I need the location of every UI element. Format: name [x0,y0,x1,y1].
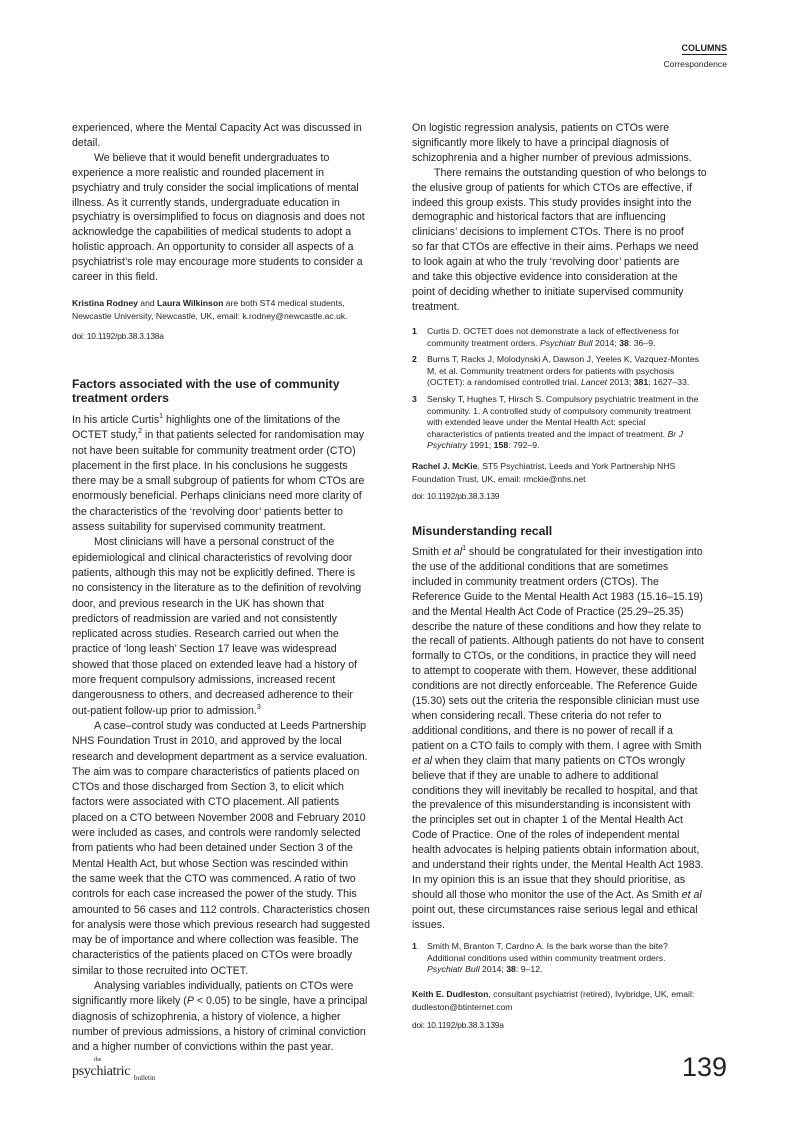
line-text: and take this objective evidence into consideration at the [412,271,678,284]
line-text: Sensky T, Hughes T, Hirsch S. Compulsory psychiatric treatment in the [427,393,699,404]
text-line [72,673,402,688]
line-segment: Rachel J. McKie [412,461,478,471]
text-line [72,765,402,780]
line-text: dudleston@btinternet.com [412,1002,513,1012]
line-segment: Psychiatry [427,440,468,451]
text-line [72,658,402,673]
text-line [72,225,402,240]
line-segment: 2014; [479,964,507,975]
text-line [427,326,732,338]
text-line [72,918,402,933]
text-line [72,210,402,225]
text-line [427,953,732,965]
letter3-body [412,545,732,933]
line-segment: Smith [412,546,443,558]
text-line [72,474,402,489]
line-text: health advocates is helping patients obtain information about, [412,844,700,857]
text-line [72,377,402,391]
text-line [412,240,732,255]
text-line [412,828,732,843]
line-segment: community treatment orders. [427,337,540,348]
line-text: additional conditions, and there is no power of recall if a [412,724,673,737]
page-number: 139 [681,1052,727,1082]
text-line [72,121,402,136]
text-line [412,255,732,270]
letter3-doi[interactable]: doi: 10.1192/pb.38.3.139a [412,1020,504,1030]
line-text: assess suitability for supervised community treatment. [72,521,326,534]
line-segment: characteristics of patients treated and the impact of treatment. [427,428,668,439]
text-line [412,151,732,166]
letter1-doi[interactable]: doi: 10.1192/pb.38.3.138a [72,331,164,341]
text-line [72,270,402,285]
line-text: NHS Foundation Trust in 2010, and approved by the local [72,735,342,748]
text-line [72,704,402,719]
letter2-references [412,326,732,457]
line-text: Reference Guide to the Mental Health Act 1983 (15.16–15.19) [412,590,703,603]
text-line [412,664,732,679]
reference-item [412,394,732,452]
text-line [427,394,732,406]
line-segment: 38 [506,964,516,975]
line-text: not have been suitable for community treatment order (CTO) [72,444,356,457]
text-line [72,151,402,166]
text-line [72,566,402,581]
line-text: enormously beneficial. Perhaps clinicians need more clarity of [72,490,362,503]
line-segment: should all those who monitor the use of the Act. As Smith [412,888,682,901]
line-text: psychiatrist’s role may encourage more students to consider a [72,256,363,269]
text-line [427,377,732,389]
line-text: patients, although this may not be explicitly defined. There is [72,566,356,579]
line-text: factors were associated with CTO placement. All patients [72,796,340,809]
text-line [72,297,402,310]
line-segment: 2013; [607,377,634,388]
text-line [72,166,402,181]
text-line [72,948,402,963]
line-segment: and [137,298,158,308]
line-text: psychiatry is oversimplified to focus on diagnosis and does not [72,211,365,224]
line-segment: highlights one of the limitations of the [163,414,341,426]
line-segment: are both ST4 medical students, [223,298,345,308]
subsection-label: Correspondence [663,59,727,69]
line-segment: : 9–12. [515,964,543,975]
journal-logo: the psychiatric bulletin [72,1057,156,1082]
text-line [412,225,732,240]
text-line [427,354,732,366]
text-line [72,240,402,255]
text-line [412,545,732,560]
text-line [72,688,402,703]
line-text: to attempt to cooperate with them. However, these additional [412,665,697,678]
line-text: conditions are not directly enforceable. The Reference Guide [412,680,698,693]
citation-superscript[interactable]: 3 [256,703,261,711]
line-text: and a higher number of convictions within the past year. [72,1041,334,1054]
line-segment: P [186,995,194,1008]
text-line [72,841,402,856]
line-segment: out-patient follow-up prior to admission. [72,704,257,717]
reference-item [412,354,732,389]
line-text: formally to CTOs, or the conditions, in practice they will need [412,650,697,663]
line-segment: significantly more likely ( [72,995,187,1008]
line-segment: 158 [493,440,509,451]
line-text: experience a more realistic and rounded placement in [72,166,325,179]
line-text: the same week that the CTO was commenced. A ratio of two [72,872,356,885]
line-text: Code of Practice. One of the roles of independent mental [412,829,680,842]
text-line [72,964,402,979]
line-text: were included as cases, and controls were randomly selected [72,827,361,840]
text-line [412,473,732,486]
line-text: practice of ‘long leash’ Section 17 leave was widespread [72,643,337,656]
text-line [412,634,732,649]
text-line [72,1040,402,1055]
letter2-author-note [412,460,732,486]
text-line [412,769,732,784]
text-line [412,300,732,315]
text-line [412,858,732,873]
line-text: placed on a CTO between November 2008 and February 2010 [72,811,366,824]
line-text: no consistency in the literature as to the definition of revolving [72,582,362,595]
line-text: Most clinicians will have a personal construct of the [94,536,335,549]
line-text: to look again at who the truly ‘revolving door’ patients are [412,256,680,269]
text-line [427,941,732,953]
line-text: and understand their rights under, the Mental Health Act 1983. [412,859,704,872]
line-text: placement in the first place. In his conclusions he suggests [72,459,348,472]
text-line [412,784,732,799]
letter1-author-note [72,297,402,323]
line-text: included in community treatment orders (CTOs). The [412,575,659,588]
line-segment: In his article Curtis [72,414,160,426]
text-line [72,994,402,1009]
line-segment: et al [412,754,433,767]
line-text: On logistic regression analysis, patients on CTOs were [412,122,670,134]
line-segment: 2014; [592,337,620,348]
line-text: research and development department as a service evaluation. [72,750,368,763]
line-text: Smith M, Branton T, Cardno A. Is the bark worse than the bite? [427,941,668,951]
letter3-title [412,524,732,538]
line-text: indeed this group exists. This study provides insight into the [412,196,692,209]
line-text: There remains the outstanding question of who belongs to [434,166,707,179]
text-line [72,459,402,474]
text-line [72,780,402,795]
text-line [72,734,402,749]
text-line [72,857,402,872]
text-line [412,988,732,1001]
line-text: significantly more likely to have a principal diagnosis of [412,136,669,149]
text-line [72,597,402,612]
text-line [412,620,732,635]
text-line [72,795,402,810]
line-text: demographic and historical factors that are influencing [412,211,666,224]
text-line [412,575,732,590]
line-text: Curtis D. OCTET does not demonstrate a lack of effectiveness for [427,326,680,336]
line-text: there may be a small subgroup of patients for whom CTOs are [72,475,365,488]
text-line [412,843,732,858]
text-line [72,872,402,887]
line-segment: (OCTET): a randomised controlled trial. [427,377,582,388]
text-line [72,196,402,211]
line-segment: OCTET study, [72,429,139,442]
text-line [72,520,402,535]
line-text: illness. As it currently stands, undergraduate education in [72,196,340,209]
text-line [72,505,402,520]
line-text: more frequent compulsory admissions, increased recent [72,674,336,687]
text-line [427,429,732,441]
line-text: believe that if they are unable to adhere to additional [412,769,659,782]
line-text: detail. [72,136,101,149]
text-line [72,1025,402,1040]
line-segment: < 0.05) to be single, have a principal [193,995,368,1008]
reference-number: 1 [412,326,417,336]
line-text: Factors associated with the use of community [72,377,340,391]
line-text: so far that CTOs are effective in their aims. Perhaps we need [412,241,699,254]
line-segment: 381 [633,377,649,388]
text-line [72,612,402,627]
line-text: In my opinion this is an issue that they should prioritise, as [412,873,686,886]
line-text: A case–control study was conducted at Leeds Partnership [94,719,367,732]
text-line [412,918,732,933]
line-segment: , ST5 Psychiatrist, Leeds and York Partnership NHS [477,461,676,471]
line-text: the elusive group of patients for which CTOs are effective, if [412,181,692,194]
text-line [412,709,732,724]
text-line [412,270,732,285]
text-line [412,873,732,888]
line-text: similar to those recruited into OCTET. [72,964,249,977]
line-text: patient on a CTO fails to comply with them. I agree with Smith [412,739,702,752]
text-line [412,724,732,739]
line-segment: Psychiatr Bull [539,337,593,348]
letter1-body [72,121,402,285]
line-text: the recall of patients. Although patients do not have to consent [412,635,705,648]
text-line [412,739,732,754]
line-text: We believe that it would benefit undergraduates to [94,151,330,164]
letter3-references [412,941,732,981]
text-line [412,813,732,828]
line-text: point of deciding whether to initiate supervised community [412,285,684,298]
text-line [72,255,402,270]
text-line [72,903,402,918]
line-text: the characteristics of the ‘revolving door’ patients better to [72,505,343,518]
reference-item [412,326,732,349]
line-text: from patients who had been detained under Section 3 of the [72,842,353,855]
text-line [72,581,402,596]
citation-superscript[interactable]: 2 [138,428,143,436]
citation-superscript[interactable]: 1 [462,545,466,552]
line-text: with extended leave under the Mental Health Act: special [427,417,646,428]
text-line [412,460,732,473]
line-text: dangerousness to others, and decreased adherence to their [72,689,353,702]
line-text: psychiatry and truly consider the social implications of mental [72,181,359,194]
line-segment: : 792–9. [508,440,540,451]
line-text: predictors of readmission are varied and not consistently [72,612,337,625]
letter2-body-left [72,413,402,1055]
section-label: COLUMNS [681,43,727,53]
text-line [427,440,732,452]
text-line [72,444,402,459]
line-text: treatment. [412,300,460,313]
line-text: career in this field. [72,271,158,284]
text-line [412,285,732,300]
text-line [72,826,402,841]
line-text: M, et al. Community treatment orders for patients with psychosis [427,365,675,376]
text-line [72,627,402,642]
text-line [72,136,402,151]
line-segment: : 36–9. [628,337,656,348]
text-line [412,1001,732,1014]
text-line [412,694,732,709]
text-line [72,310,402,323]
text-line [72,979,402,994]
text-line [412,679,732,694]
line-text: The aim was to compare characteristics of patients placed on [72,765,360,778]
line-text: the prevalence of this misunderstanding is inconsistent with [412,799,691,812]
text-line [72,750,402,765]
line-text: issues. [412,918,445,931]
line-text: the principles set out in chapter 1 of the Mental Health Act [412,814,683,827]
line-text: for analysis were those which previous research had suggested [72,918,370,931]
text-line [72,933,402,948]
line-text: describe the nature of these conditions and how they relate to [412,620,702,633]
line-text: treatment orders [72,391,169,405]
text-line [72,391,402,405]
reference-number: 2 [412,354,417,365]
line-segment: 38 [619,337,629,348]
line-text: replicated across studies. Research carried out when the [72,628,339,641]
line-segment: Br J [667,428,683,439]
line-text: Newcastle University, Newcastle, UK, email: k.rodney@newcastle.ac.uk. [72,311,348,321]
text-line [72,719,402,734]
text-line [427,417,732,429]
running-header [663,38,727,69]
line-text: characteristics of the patients placed on CTOs were broadly [72,949,353,962]
line-text: point out, these circumstances raise serious legal and ethical [412,903,698,916]
text-line [412,210,732,225]
letter2-title [72,377,402,405]
line-text: CTOs and those discharged from Section 3, to elicit which [72,781,344,794]
text-line [72,642,402,657]
line-text: Foundation Trust, UK, email: rmckie@nhs.net [412,474,586,484]
line-segment: in that patients selected for randomisation may [142,429,365,442]
text-line [427,366,732,378]
text-line [412,903,732,918]
text-line [72,413,402,428]
text-line [72,428,402,443]
text-line [412,754,732,769]
line-segment: , consultant psychiatrist (retired), Ivybridge, UK, email: [488,989,695,999]
line-segment: : 1627–33. [648,377,690,388]
citation-superscript[interactable]: 1 [159,413,164,420]
line-segment: Keith E. Dudleston [412,989,489,999]
line-segment: Kristina Rodney [72,298,138,308]
line-segment: when they claim that many patients on CTOs wrongly [432,754,686,767]
line-text: showed that those placed on extended leave had a history of [72,658,358,671]
line-text: acknowledge the capabilities of medical students to adopt a [72,226,352,239]
line-text: Analysing variables individually, patients on CTOs were [94,979,354,992]
letter2-body-right [412,121,732,315]
line-segment: should be congratulated for their investigation into [465,546,703,558]
text-line [72,489,402,504]
text-line [427,406,732,418]
text-line [412,590,732,605]
text-line [72,1010,402,1025]
line-text: (15.30) sets out the criteria the responsible clinician must use [412,695,700,708]
text-line [412,121,732,136]
text-line [412,649,732,664]
line-segment: Lancet [581,377,608,388]
text-line [72,887,402,902]
text-line [412,888,732,903]
line-text: experienced, where the Mental Capacity Act was discussed in [72,122,362,134]
line-segment: Psychiatr Bull [427,964,480,975]
line-text: number of previous admissions, a history of criminal conviction [72,1025,366,1038]
text-line [427,338,732,350]
line-text: the use of the additional conditions that are sometimes [412,560,669,573]
letter3-author-note [412,988,732,1014]
line-text: epidemiological and clinical characteristics of revolving door [72,551,353,564]
line-text: diagnosis of schizophrenia, a history of violence, a higher [72,1010,341,1023]
text-line [72,811,402,826]
reference-number: 3 [412,393,417,404]
line-text: amounted to 56 cases and 112 controls. Characteristics chosen [72,903,370,916]
line-text: Misunderstanding recall [412,524,553,538]
line-text: controls for each case increased the power of the study. This [72,888,357,901]
line-segment: et al [442,546,463,558]
line-text: schizophrenia and a higher number of previous admissions. [412,151,692,164]
line-segment: 1991; [467,440,494,451]
line-text: may be of importance and where collection was feasible. The [72,934,359,947]
line-segment: Laura Wilkinson [157,298,224,308]
line-text: holistic approach. An opportunity to consider all aspects of a [72,241,354,254]
text-line [72,535,402,550]
text-line [412,196,732,211]
line-text: conditions they will inevitably be recalled to hospital, and that [412,784,698,797]
text-line [412,560,732,575]
line-text: clinicians’ decisions to implement CTOs. There is no proof [412,226,684,239]
text-line [72,551,402,566]
line-text: and the Mental Health Act Code of Practice (25.29–25.35) [412,605,684,618]
text-line [412,798,732,813]
text-line [412,605,732,620]
reference-number: 1 [412,941,417,951]
text-line [412,524,732,538]
text-line [412,136,732,151]
line-text: when considering recall. These criteria do not refer to [412,709,662,722]
line-text: community. 1. A controlled study of compulsory community treatment [427,405,691,416]
line-text: door, and previous research in the UK has shown that [72,597,325,610]
letter2-doi[interactable]: doi: 10.1192/pb.38.3.139 [412,491,500,501]
text-line [72,181,402,196]
text-line [412,166,732,181]
line-text: Additional conditions used within community treatment orders. [427,952,666,963]
line-segment: et al [681,888,702,901]
text-line [412,181,732,196]
text-line [427,964,732,976]
line-text: Mental Health Act, but whose Section was rescinded within [72,857,349,870]
line-text: Burns T, Racks J, Molodynski A, Dawson J, Yeeles K, Vazquez-Montes [427,354,700,365]
reference-item [412,941,732,976]
